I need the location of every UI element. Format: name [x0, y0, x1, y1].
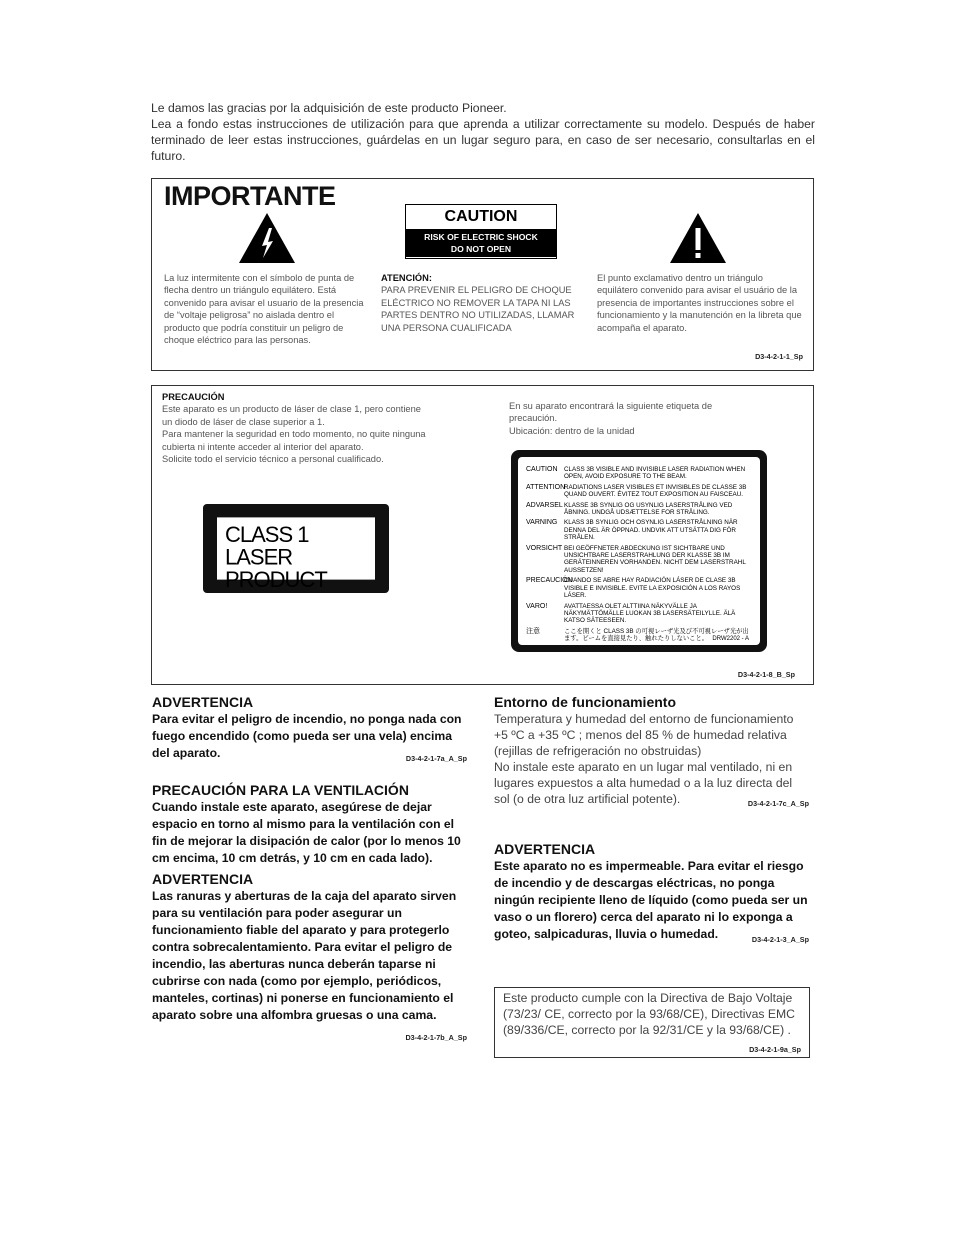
importante-title: IMPORTANTE: [164, 181, 336, 211]
intro-text: [151, 100, 815, 164]
directiva-text: Este producto cumple con la Directiva de Bajo Voltaje (73/23/ CE, correcto por la 93/68/CE), Directivas EMC (89/336/CE, correcto por la 92/31/CE y la 93/68/CE) . D3-4-2-1-9a_Sp: [503, 990, 801, 1058]
intro-line-1: Le damos las gracias por la adquisición de este producto Pioneer.: [151, 101, 507, 115]
attention-text: PARA PREVENIR EL PELIGRO DE CHOQUE ELÉCTRICO NO REMOVER LA TAPA NI LAS PARTES DENTRO NO UTILIZADAS, LLAMAR UNA PERSONA CUALIFICADA: [381, 285, 575, 333]
left-column: [152, 694, 467, 1046]
laser-label-row: [526, 577, 752, 599]
importante-box: [151, 178, 814, 371]
laser-label-row-key: VORSICHT: [526, 544, 563, 552]
advertencia-3-title: ADVERTENCIA: [494, 841, 596, 857]
laser-label-row-key: PRECAUCIÓN: [526, 577, 573, 585]
class-1-laser-label: [203, 504, 389, 593]
directiva-box: [494, 987, 810, 1058]
laser-label-row-value: BEI GEÖFFNETER ABDECKUNG IST SICHTBARE UND UNSICHTBARE LASERSTRAHLUNG DER KLASSE 3B IM GERÄTEINNEREN VORHANDEN. NICHT DEM LASERSTRAHL AUSSETZEN!: [564, 544, 746, 574]
advertencia-1-code: D3-4-2-1-7a_A_Sp: [405, 754, 467, 763]
ventilacion-title: PRECAUCIÓN PARA LA VENTILACIÓN: [152, 782, 409, 798]
label-intro: En su aparato encontrará la siguiente etiqueta de precaución.: [509, 401, 713, 424]
laser-label-code: DRW2202 - A: [712, 636, 749, 642]
ventilacion-text: Cuando instale este aparato, asegúrese de dejar espacio en torno al mismo para la ventilación con el fin de mejorar la disipación de calor (por lo menos 10 cm encima, 10 cm detrás, y 10 cm en cada lado).: [152, 800, 461, 865]
precaucion-text-2: Para mantener la seguridad en todo momento, no quite ninguna cubierta ni intente acceder al interior del aparato.: [162, 429, 426, 452]
laser-label-row-key: VARNING: [526, 519, 558, 527]
lightning-explanation: La luz intermitente con el símbolo de punta de flecha dentro un triángulo equilátero. Está convenido para avisar el usuario de la presencia de “voltaje peligrosa” no aislada dentro el producto que podría constituir un peligro de choque eléctrico para las personas.: [164, 273, 364, 346]
advertencia-2-text: Las ranuras y aberturas de la caja del aparato sirven para su ventilación para poder asegurar un funcionamiento fiable del aparato y para protegerlo contra sobrecalentamiento. Para evitar el peligro de incendio, las aberturas nunca deberán taparse ni cubrirse con nada (como por ejemplo, periódicos, manteles, cortinas) ni ponerse en funcionamiento el aparato sobre una alfombra gruesas o una cama. D3-4-2-1-7b_A_Sp: [152, 888, 467, 1024]
laser-label-row-key: VARO!: [526, 602, 548, 610]
right-column: [494, 694, 809, 948]
laser-label-row: [526, 502, 752, 517]
precaucion-box: [151, 385, 814, 685]
advertencia-2-code: D3-4-2-1-7b_A_Sp: [405, 1033, 467, 1042]
laser-label-row: [526, 466, 752, 481]
attention-block: [381, 272, 581, 334]
laser-label-row-value: KLASSE 3B SYNLIG OG USYNLIG LASERSTRÅLING VED ÅBNING. UNDGÅ UDSÆTTELSE FOR STRÅLING.: [564, 501, 733, 517]
advertencia-1-text: Para evitar el peligro de incendio, no ponga nada con fuego encendido (como pueda ser una vela) encima del aparato. D3-4-2-1-7a_A_Sp: [152, 711, 467, 762]
attention-label: ATENCIÓN:: [381, 273, 432, 283]
class-line-1: CLASS 1: [225, 521, 309, 547]
label-location: Ubicación: dentro de la unidad: [509, 425, 635, 436]
class-line-2: LASER PRODUCT: [225, 543, 327, 592]
laser-warning-label: [511, 450, 767, 652]
precaucion-text-3: Solicite todo el servicio técnico a personal cualificado.: [162, 454, 384, 465]
precaucion-label: PRECAUCIÓN: [162, 392, 225, 402]
laser-label-row-value: AVATTAESSA OLET ALTTIINA NÄKYVÄLLE JA NÄKYMÄTTÖMÄLLE LUOKAN 3B LASERSÄTEILYLLE. ÄLÄ KATSO SÄTEESEEN.: [564, 602, 736, 625]
laser-label-row-value: CUANDO SE ABRE HAY RADIACIÓN LÁSER DE CLASE 3B VISIBLE E INVISIBLE. EVITE LA EXPOSICIÓN A LOS RAYOS LÁSER.: [564, 577, 741, 600]
laser-label-row-value: RADIATIONS LASER VISIBLES ET INVISIBLES DE CLASSE 3B QUAND OUVERT. ÉVITEZ TOUT EXPOSITION AU FAISCEAU.: [564, 483, 747, 499]
caution-sub-1: RISK OF ELECTRIC SHOCK: [424, 232, 538, 242]
laser-label-row-key: CAUTION: [526, 466, 558, 473]
entorno-text-1: Temperatura y humedad del entorno de funcionamiento +5 ºC a +35 ºC ; menos del 85 % de humedad relativa (rejillas de refrigeración no obstruidas): [494, 712, 794, 758]
caution-sub-2: DO NOT OPEN: [450, 244, 512, 254]
laser-label-row: [526, 603, 752, 625]
importante-code: D3-4-2-1-1_Sp: [755, 352, 803, 361]
precaucion-code: D3-4-2-1-8_B_Sp: [737, 670, 795, 679]
advertencia-2-title: ADVERTENCIA: [152, 871, 254, 887]
entorno-text-2: No instale este aparato en un lugar mal ventilado, ni en lugares expuestos a alta humedad o a la luz directa del sol (o de otra luz artificial potente). D3-4-2-1-7c_A_Sp: [494, 759, 809, 807]
advertencia-3-text: Este aparato no es impermeable. Para evitar el riesgo de incendio y de descargas eléctricas, no ponga ningún recipiente lleno de líquido (como pueda ser un vaso o un florero) cerca del aparato ni lo exponga a goteo, salpicaduras, lluvia o humedad. D3-4-2-1-3_A_Sp: [494, 858, 809, 943]
exclamation-explanation: El punto exclamativo dentro un triángulo equilátero convenido para avisar el usuário de la presencia de importantes instrucciones sobre el funcionamiento y la manutención en la libreta que acompaña el aparato.: [597, 273, 802, 333]
laser-label-row: [526, 519, 752, 541]
laser-label-row-key: ATTENTION: [526, 483, 566, 491]
directiva-code: D3-4-2-1-9a_Sp: [749, 1045, 801, 1054]
laser-label-row: [526, 484, 752, 499]
laser-label-row-value: CLASS 3B VISIBLE AND INVISIBLE LASER RADIATION WHEN OPEN, AVOID EXPOSURE TO THE BEAM.: [564, 466, 746, 481]
caution-title: CAUTION: [444, 208, 518, 225]
advertencia-3-code: D3-4-2-1-3_A_Sp: [751, 935, 809, 944]
entorno-title: Entorno de funcionamiento: [494, 694, 676, 710]
advertencia-1-title: ADVERTENCIA: [152, 694, 254, 710]
lightning-warning-icon: [238, 212, 296, 264]
laser-label-row-value: KLASS 3B SYNLIG OCH OSYNLIG LASERSTRÅLNING NÄR DENNA DEL ÄR ÖPPNAD. UNDVIK ATT UTSÄTTA DIG FÖR STRÅLEN.: [564, 519, 738, 542]
laser-label-row-value: ここを開くと CLASS 3B の可視レーザ光及び不可視レーザ光が出ます。ビームを直接見たり、触れたりしないこと。: [564, 627, 749, 643]
laser-label-row: [526, 545, 752, 575]
entorno-code: D3-4-2-1-7c_A_Sp: [747, 799, 809, 808]
laser-label-row-key: ADVARSEL: [526, 501, 563, 509]
precaucion-text-1: Este aparato es un producto de láser de clase 1, pero contiene un diodo de láser de clase superior a 1.: [162, 404, 421, 427]
intro-line-2: Lea a fondo estas instrucciones de utilización para que aprenda a utilizar correctamente su modelo. Después de haber terminado de leer estas instrucciones, guárdelas en un lugar seguro para, en caso de ser necesario, consultarlas en el futuro.: [151, 117, 815, 163]
exclamation-warning-icon: [669, 212, 727, 264]
laser-label-row-key: 注意: [526, 627, 540, 635]
caution-label: [405, 204, 557, 259]
